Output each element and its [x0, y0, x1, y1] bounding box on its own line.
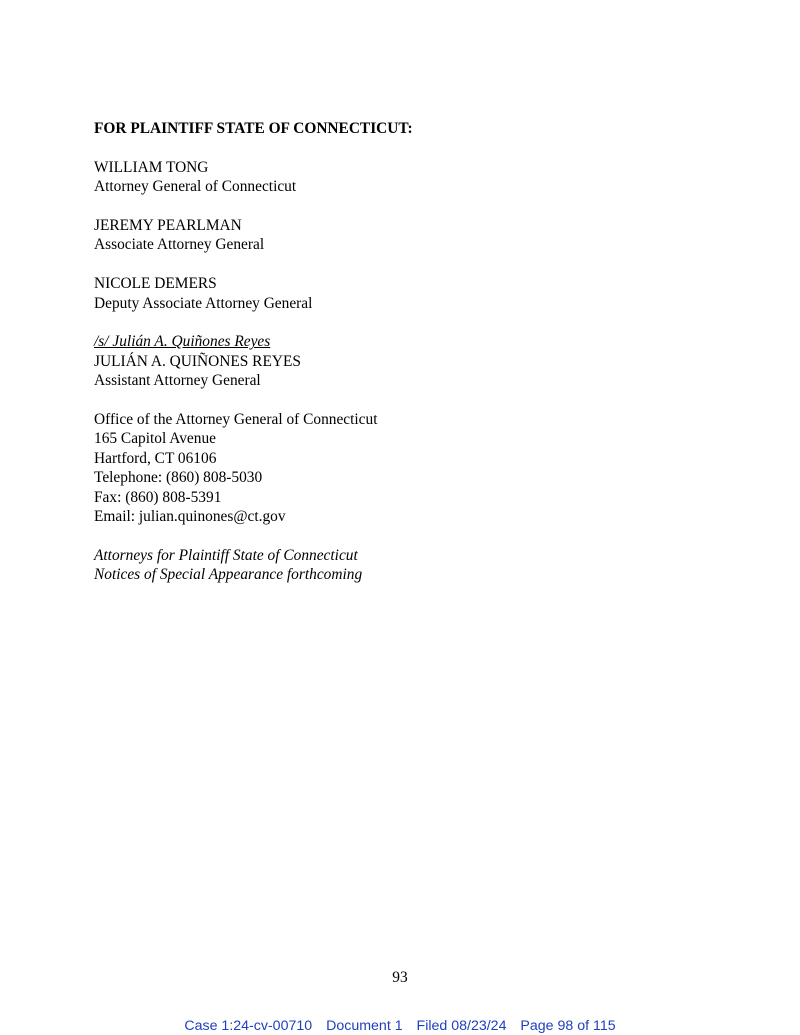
- signer-entry: [94, 332, 714, 390]
- ecf-header-stamp: [0, 1017, 800, 1035]
- case-number: Case 1:24-cv-00710: [184, 1018, 313, 1034]
- city-state-zip: Hartford, CT 06106: [94, 449, 217, 467]
- office-name: Office of the Attorney General of Connecticut: [94, 411, 378, 429]
- page-of-total: Page 98 of 115: [520, 1018, 616, 1034]
- attorneys-for-note: Attorneys for Plaintiff State of Connecticut: [94, 546, 358, 564]
- attorney-name: JEREMY PEARLMAN: [94, 217, 242, 234]
- special-appearance-note: Notices of Special Appearance forthcoming: [94, 566, 363, 584]
- email: Email: julian.quinones@ct.gov: [94, 508, 286, 526]
- attorney-name: WILLIAM TONG: [94, 158, 209, 176]
- filed-date: Filed 08/23/24: [416, 1018, 507, 1034]
- street-address: 165 Capitol Avenue: [94, 430, 216, 448]
- electronic-signature: /s/ Julián A. Quiñones Reyes: [94, 333, 271, 351]
- attorney-entry-demers: [94, 274, 714, 313]
- attorney-entry-tong: [94, 158, 714, 197]
- telephone: Telephone: (860) 808-5030: [94, 469, 263, 487]
- contact-address: [94, 410, 714, 526]
- notes: [94, 546, 714, 585]
- attorney-title: Associate Attorney General: [94, 236, 265, 254]
- attorney-entry-pearlman: [94, 216, 714, 255]
- section-heading: FOR PLAINTIFF STATE OF CONNECTICUT:: [94, 120, 413, 137]
- signer-name: JULIÁN A. QUIÑONES REYES: [94, 352, 301, 370]
- signer-title: Assistant Attorney General: [94, 372, 261, 390]
- attorney-title: Attorney General of Connecticut: [94, 178, 297, 196]
- signature-block: [94, 119, 714, 604]
- fax: Fax: (860) 808-5391: [94, 488, 222, 506]
- attorney-name: NICOLE DEMERS: [94, 275, 217, 293]
- attorney-title: Deputy Associate Attorney General: [94, 294, 313, 312]
- page-number: 93: [392, 969, 408, 986]
- document-number: Document 1: [326, 1018, 403, 1034]
